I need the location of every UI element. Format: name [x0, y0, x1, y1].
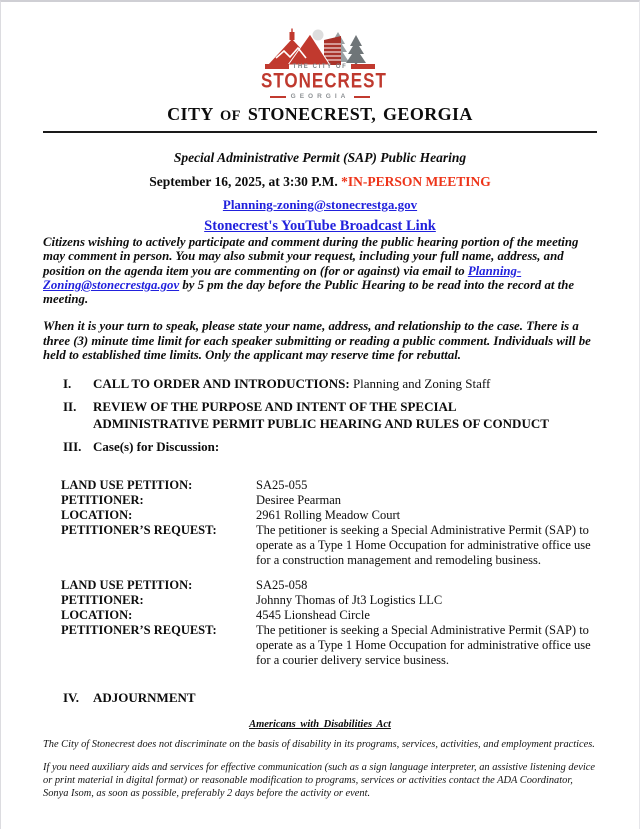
agenda-numeral: IV. — [63, 689, 80, 705]
meeting-type-flag: *IN-PERSON MEETING — [341, 174, 491, 189]
petitioners-request-label: PETITIONER’S REQUEST: — [61, 522, 217, 537]
location-value: 4545 Lionshead Circle — [256, 607, 370, 622]
petitioners-request-label: PETITIONER’S REQUEST: — [61, 622, 217, 637]
planning-zoning-inline-email-link[interactable]: Planning-Zoning@stonecrestga.gov — [43, 263, 522, 292]
agenda-numeral: III. — [63, 438, 82, 454]
header-divider — [43, 131, 597, 133]
agenda-numeral: I. — [63, 375, 72, 391]
nondiscrimination-statement: The City of Stonecrest does not discriminate on the basis of disability in its programs, services, activities, and employment practices. — [43, 738, 595, 750]
page-title — [43, 104, 597, 126]
logo-left-dash — [270, 96, 286, 98]
agenda-numeral: II. — [63, 398, 77, 414]
land-use-petition-label: LAND USE PETITION: — [61, 477, 193, 492]
agenda-text — [93, 375, 597, 392]
agenda-item-review-purpose — [43, 398, 597, 432]
petitioner-label: PETITIONER: — [61, 492, 144, 507]
agenda-title: Case(s) for Discussion: — [93, 438, 220, 454]
agenda-item-call-to-order — [43, 375, 597, 392]
agenda-detail: Planning and Zoning Staff — [349, 375, 491, 391]
case-row-petition — [43, 578, 597, 593]
logo-skyline-icon — [268, 28, 372, 66]
title-rest: STONECREST, GEORGIA — [240, 104, 473, 124]
meeting-datetime-line — [43, 173, 597, 190]
agenda-item-cases-for-discussion — [43, 438, 597, 455]
case-row-location — [43, 608, 597, 623]
case-row-petition — [43, 478, 597, 493]
agenda-text — [93, 689, 597, 706]
case-row-location — [43, 508, 597, 523]
youtube-broadcast-link[interactable]: Stonecrest's YouTube Broadcast Link — [204, 218, 436, 234]
speaking-rules-paragraph: When it is your turn to speak, please state your name, address, and relationship to the case. There is a three (3) minute time limit for each speaker submitting or reading a public comment. Individuals will be held to established time limits. Only the applicant may reserve time for rebuttal. — [43, 319, 591, 362]
case-row-petitioner — [43, 593, 597, 608]
participation-text-before: Citizens wishing to actively participate and comment during the public hearing portion of the meeting may comment in person. You may also submit your request, including your full name, address, and position on the agenda item you are commenting on (for or against) via email to — [43, 235, 579, 278]
logo-tagline: THE CITY OF — [292, 64, 348, 70]
logo-state: GEORGIA — [290, 93, 350, 100]
auxiliary-aids-statement: If you need auxiliary aids and services for effective communication (such as a sign language interpreter, an assistive listening device or print material in digital format) or reasonable modification to programs, services or activities contact the ADA Coordinator, Sonya Isom, as soon as possible, preferably 2 days before the activity or event. — [43, 762, 595, 800]
agenda-text — [93, 398, 561, 432]
petitioners-request-value: The petitioner is seeking a Special Administrative Permit (SAP) to operate as a Type 1 Home Occupation for administrative office use for a construction management and remodeling business. — [256, 522, 591, 567]
case-row-request — [43, 523, 597, 568]
title-city: CITY — [167, 104, 220, 124]
stonecrest-city-logo — [261, 28, 387, 100]
youtube-link-line — [43, 218, 597, 235]
case-block-sa25-055 — [43, 478, 597, 568]
petitioner-value: Desiree Pearman — [256, 492, 342, 507]
logo-right-dash — [354, 96, 370, 98]
logo-city-name: STONECREST — [261, 68, 387, 93]
meeting-datetime: September 16, 2025, at 3:30 P.M. — [149, 174, 342, 189]
petitioner-label: PETITIONER: — [61, 592, 144, 607]
agenda-title: CALL TO ORDER AND INTRODUCTIONS: — [93, 375, 350, 391]
land-use-petition-label: LAND USE PETITION: — [61, 577, 193, 592]
case-row-request — [43, 623, 597, 668]
location-label: LOCATION: — [61, 507, 133, 522]
agenda-title: REVIEW OF THE PURPOSE AND INTENT OF THE SPECIAL ADMINISTRATIVE PERMIT PUBLIC HEARING AND RULES OF CONDUCT — [93, 398, 549, 431]
logo-state-row — [261, 93, 379, 100]
location-value: 2961 Rolling Meadow Court — [256, 507, 401, 522]
land-use-petition-value: SA25-058 — [256, 577, 308, 592]
case-row-petitioner — [43, 493, 597, 508]
location-label: LOCATION: — [61, 607, 133, 622]
title-of: OF — [220, 108, 241, 124]
petitioners-request-value: The petitioner is seeking a Special Administrative Permit (SAP) to operate as a Type 1 Home Occupation for administrative office use for a courier delivery service business. — [256, 622, 591, 667]
agenda-title: ADJOURNMENT — [93, 689, 196, 705]
agenda-text — [93, 438, 597, 455]
email-link-line — [43, 197, 597, 213]
ada-heading: Americans with Disabilities Act — [249, 718, 391, 730]
petitioner-value: Johnny Thomas of Jt3 Logistics LLC — [256, 592, 443, 607]
hearing-heading: Special Administrative Permit (SAP) Public Hearing — [173, 150, 467, 165]
planning-zoning-email-link[interactable]: Planning-zoning@stonecrestga.gov — [222, 197, 418, 212]
participation-paragraph — [43, 235, 597, 306]
land-use-petition-value: SA25-055 — [256, 477, 308, 492]
participation-text-after: by 5 pm the day before the Public Hearing to be read into the record at the meeting. — [43, 277, 575, 307]
agenda-item-adjournment — [43, 689, 597, 706]
case-block-sa25-058 — [43, 578, 597, 668]
